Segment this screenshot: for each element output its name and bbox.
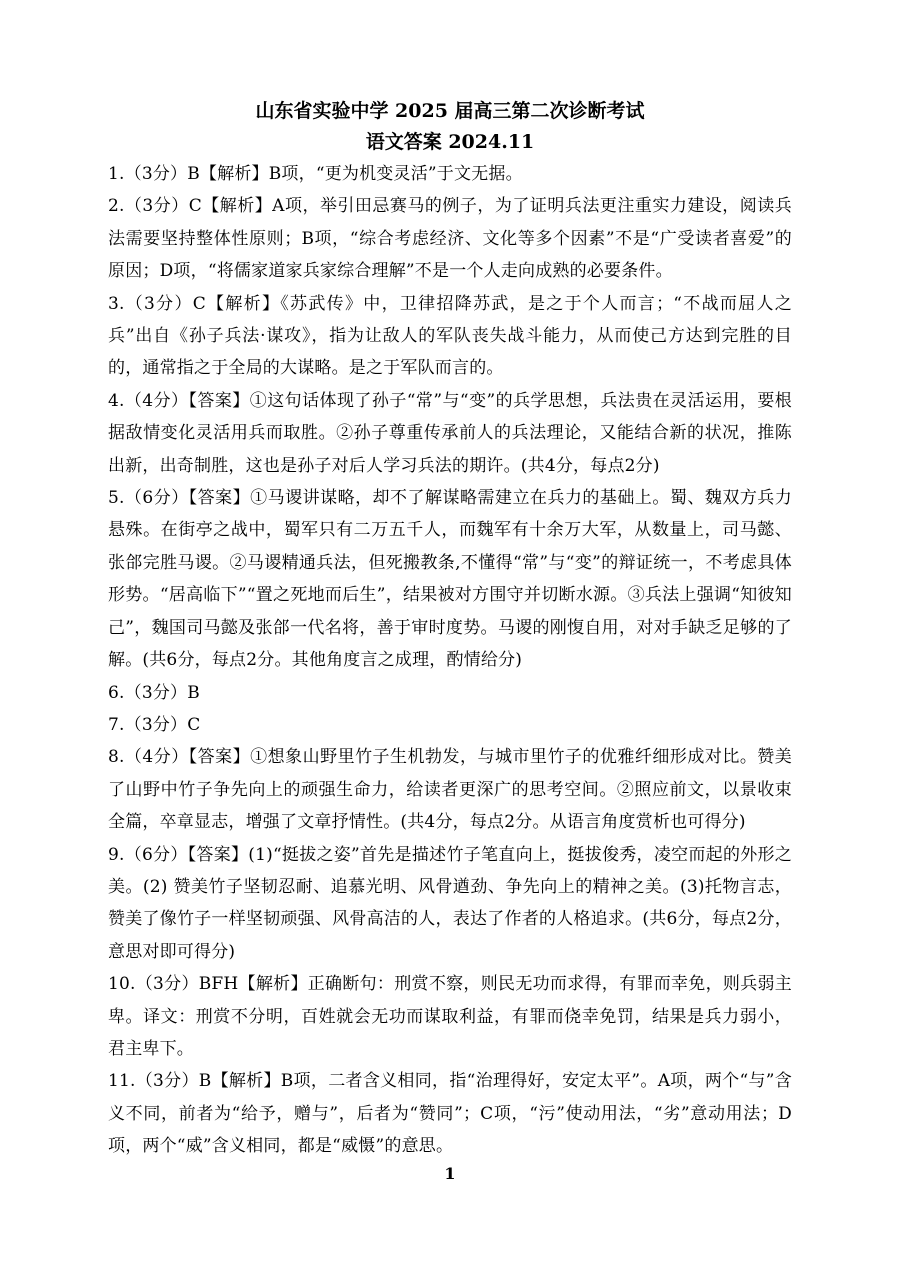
answer-item: 4.（4分）【答案】①这句话体现了孙子“常”与“变”的兵学思想，兵法贵在灵活运用，要根据敌情变化灵活用兵而取胜。②孙子尊重传承前人的兵法理论，又能结合新的状况，推陈出新，出奇制胜，这也是孙子对后人学习兵法的期许。(共4分，每点2分)	[108, 390, 792, 476]
answer-item: 2.（3分）C【解析】A项，举引田忌赛马的例子，为了证明兵法更注重实力建设，阅读兵法需要坚持整体性原则；B项，“综合考虑经济、文化等多个因素”不是“广受读者喜爱”的原因；D项，“将儒家道家兵家综合理解”不是一个人走向成熟的必要条件。	[108, 196, 792, 282]
answer-item: 7.（3分）C	[108, 714, 201, 735]
answer-item: 1.（3分）B【解析】B项，“更为机变灵活”于文无据。	[108, 164, 523, 184]
answer-item: 10.（3分）BFH【解析】正确断句：刑赏不察，则民无功而求得，有罪而幸免，则兵弱主卑。译文：刑赏不分明，百姓就会无功而谋取利益，有罪而侥幸免罚，结果是兵力弱小，君主卑下。	[108, 974, 792, 1059]
answer-item: 6.（3分）B	[108, 682, 200, 703]
answer-list	[108, 158, 792, 1163]
page-number: 1	[444, 1164, 456, 1183]
answer-item: 11.（3分）B【解析】B项，二者含义相同，指“治理得好，安定太平”。A项，两个“与”含义不同，前者为“给予，赠与”，后者为“赞同”；C项，“污”使动用法，“劣”意动用法；D项，两个“威”含义相同，都是“威慑”的意思。	[108, 1071, 792, 1157]
answer-item: 8.（4分）【答案】①想象山野里竹子生机勃发，与城市里竹子的优雅纤细形成对比。赞美了山野中竹子争先向上的顽强生命力，给读者更深广的思考空间。②照应前文，以景收束全篇，卒章显志，增强了文章抒情性。(共4分，每点2分。从语言角度赏析也可得分)	[108, 747, 792, 833]
answer-item: 5.（6分）【答案】①马谡讲谋略，却不了解谋略需建立在兵力的基础上。蜀、魏双方兵力悬殊。在街亭之战中，蜀军只有二万五千人，而魏军有十余万大军，从数量上，司马懿、张郃完胜马谡。②马谡精通兵法，但死搬教条,不懂得“常”与“变”的辩证统一，不考虑具体形势。“居高临下”“置之死地而后生”，结果被对方围守并切断水源。③兵法上强调“知彼知己”，魏国司马懿及张郃一代名将，善于审时度势。马谡的刚愎自用，对对手缺乏足够的了解。(共6分，每点2分。其他角度言之成理，酌情给分)	[108, 488, 792, 671]
document-title: 山东省实验中学 2025 届高三第二次诊断考试	[255, 100, 645, 122]
answer-item: 9.（6分）【答案】(1)“挺拔之姿”首先是描述竹子笔直向上，挺拔俊秀，凌空而起的外形之美。(2) 赞美竹子坚韧忍耐、追慕光明、风骨遒劲、争先向上的精神之美。(3)托物言志，赞美了像竹子一样坚韧顽强、风骨高洁的人，表达了作者的人格追求。(共6分，每点2分，意思对即可得分)	[108, 844, 792, 962]
answer-item: 3.（3分）C【解析】《苏武传》中，卫律招降苏武，是之于个人而言；“不战而屈人之兵”出自《孙子兵法·谋攻》，指为让敌人的军队丧失战斗能力，从而使己方达到完胜的目的，通常指之于全局的大谋略。是之于军队而言的。	[108, 293, 792, 379]
document-subtitle: 语文答案 2024.11	[365, 131, 535, 153]
